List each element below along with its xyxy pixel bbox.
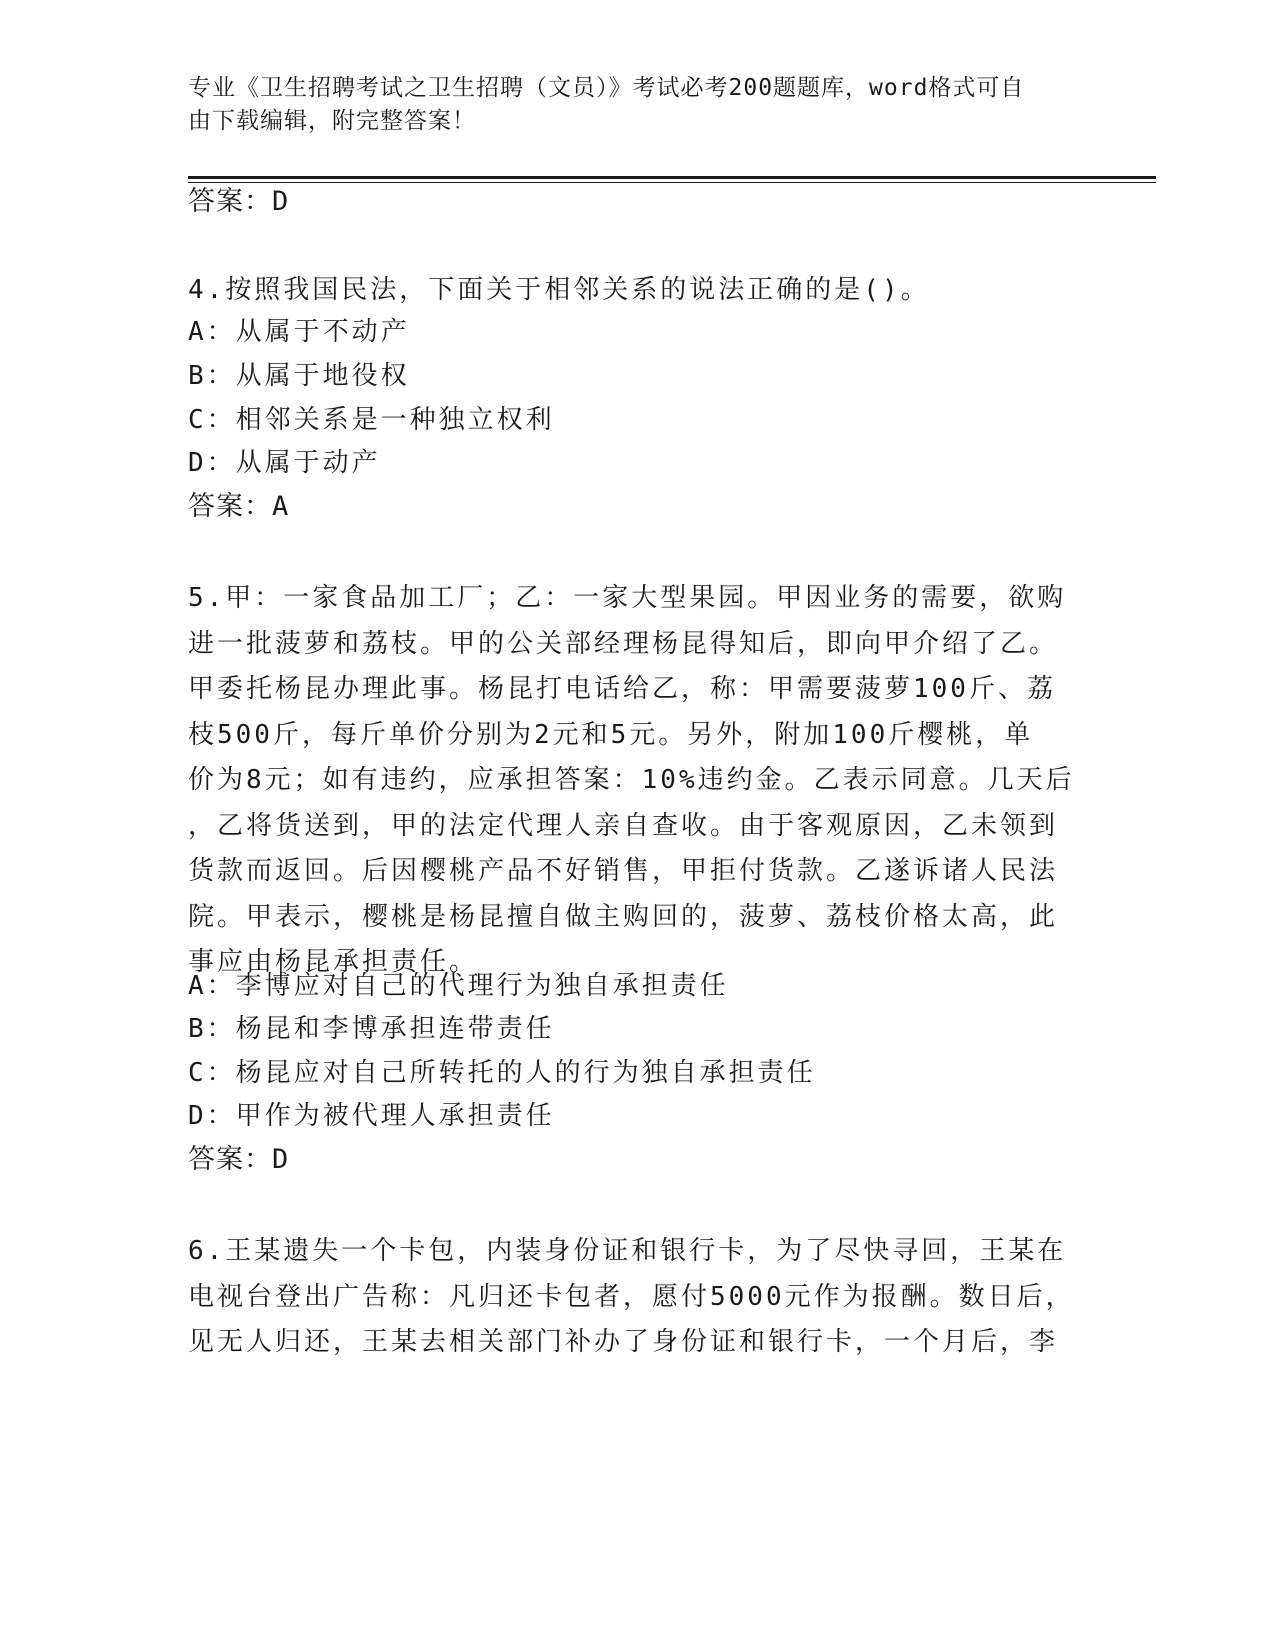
question-5-stem-line: 货款而返回。后因樱桃产品不好销售，甲拒付货款。乙遂诉诸人民法 (188, 856, 1059, 886)
question-5-answer: 答案：D (188, 1144, 290, 1175)
question-5-stem-line: ，乙将货送到，甲的法定代理人亲自查收。由于客观原因，乙未领到 (188, 810, 1059, 841)
question-4-option-a: A：从属于不动产 (188, 317, 410, 347)
header-rule-thin (188, 182, 1156, 183)
document-header (188, 72, 1088, 138)
question-4-option-c: C：相邻关系是一种独立权利 (188, 405, 555, 435)
header-line-2: 由下载编辑，附完整答案！ (188, 108, 476, 134)
question-6-stem-line: 6.王某遗失一个卡包，内装身份证和银行卡，为了尽快寻回，王某在 (188, 1236, 1067, 1266)
question-5-stem-line: 5.甲：一家食品加工厂；乙：一家大型果园。甲因业务的需要，欲购 (188, 583, 1067, 613)
question-5-stem (188, 576, 1075, 986)
question-6-stem (188, 1229, 1075, 1366)
question-5-stem-line: 院。甲表示，樱桃是杨昆擅自做主购回的，菠萝、荔枝价格太高，此 (188, 901, 1059, 932)
question-5-option-d: D：甲作为被代理人承担责任 (188, 1101, 555, 1131)
header-rule-thick (188, 176, 1156, 179)
question-4-answer: 答案：A (188, 491, 290, 522)
question-4-stem: 4.按照我国民法，下面关于相邻关系的说法正确的是()。 (188, 275, 930, 305)
question-6-stem-line: 电视台登出广告称：凡归还卡包者，愿付5000元作为报酬。数日后， (188, 1281, 1075, 1312)
question-5-stem-line: 价为8元；如有违约，应承担答案：10%违约金。乙表示同意。几天后 (188, 765, 1075, 795)
question-5-stem-line: 进一批菠萝和荔枝。甲的公关部经理杨昆得知后，即向甲介绍了乙。 (188, 628, 1059, 659)
question-4-option-d: D：从属于动产 (188, 448, 381, 478)
question-6-stem-line: 见无人归还，王某去相关部门补办了身份证和银行卡，一个月后，李 (188, 1327, 1059, 1357)
question-5-option-c: C：杨昆应对自己所转托的人的行为独自承担责任 (188, 1058, 816, 1088)
question-5-stem-line: 事应由杨昆承担责任。 (188, 947, 479, 977)
question-5-option-a: A：李博应对自己的代理行为独自承担责任 (188, 971, 729, 1001)
previous-question-answer: 答案：D (188, 186, 290, 217)
question-5-stem-line: 枝500斤，每斤单价分别为2元和5元。另外，附加100斤樱桃，单 (188, 719, 1034, 750)
question-5-stem-line: 甲委托杨昆办理此事。杨昆打电话给乙，称：甲需要菠萝100斤、荔 (188, 674, 1056, 704)
question-5-option-b: B：杨昆和李博承担连带责任 (188, 1014, 555, 1044)
question-4-option-b: B：从属于地役权 (188, 361, 410, 391)
header-line-1: 专业《卫生招聘考试之卫生招聘（文员）》考试必考200题题库，word格式可自 (188, 75, 1025, 101)
